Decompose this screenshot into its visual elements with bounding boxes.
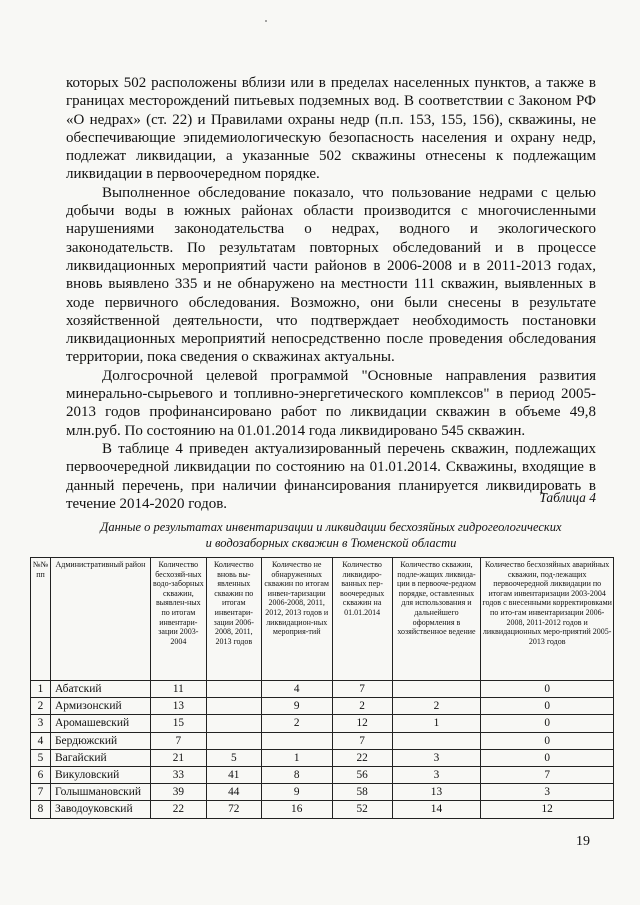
table-cell: 8	[261, 766, 332, 783]
row-number: 2	[31, 698, 51, 715]
table-row	[31, 766, 614, 783]
table-cell: 22	[150, 801, 206, 818]
table-row	[31, 681, 614, 698]
table-cell	[261, 732, 332, 749]
row-number: 5	[31, 749, 51, 766]
table-cell: 7	[150, 732, 206, 749]
table-cell: 3	[392, 766, 481, 783]
table-cell: 9	[261, 698, 332, 715]
table-cell: 3	[392, 749, 481, 766]
table-cell: 7	[332, 681, 392, 698]
row-number: 7	[31, 784, 51, 801]
paragraph: В таблице 4 приведен актуализированный перечень скважин, подлежащих первоочередной ликвидации по состоянию на 01.01.2014. Скважины, входящие в данный перечень, при наличии финансирования планируется ликвидировать в течение 2014-2020 годов.	[66, 440, 596, 512]
table-cell: 14	[392, 801, 481, 818]
table-cell: 39	[150, 784, 206, 801]
table-cell: 13	[392, 784, 481, 801]
row-number: 1	[31, 681, 51, 698]
row-number: 8	[31, 801, 51, 818]
scan-speck	[265, 20, 267, 22]
table-cell: 33	[150, 766, 206, 783]
table-row	[31, 698, 614, 715]
body-text	[66, 74, 596, 513]
table-row	[31, 732, 614, 749]
table-cell: 16	[261, 801, 332, 818]
caption-line: и водозаборных скважин в Тюменской области	[205, 535, 457, 550]
district-name: Голышмановский	[50, 784, 150, 801]
table-cell: 0	[481, 749, 614, 766]
table-row	[31, 784, 614, 801]
district-name: Абатский	[50, 681, 150, 698]
table-cell: 2	[392, 698, 481, 715]
row-number: 4	[31, 732, 51, 749]
table-cell: 72	[206, 801, 261, 818]
table-cell: 0	[481, 681, 614, 698]
district-name: Армизонский	[50, 698, 150, 715]
table-cell: 44	[206, 784, 261, 801]
paragraph: которых 502 расположены вблизи или в пределах населенных пунктов, а также в границах месторождений питьевых подземных вод. В соответствии с Законом РФ «О недрах» (ст. 22) и Правилами охраны недр (п.п. 153, 155, 156), скважины, не обеспечивающие эпидемиологическую безопасность населения и охрану недр, подлежат ликвидации, а указанные 502 скважины отнесены к подлежащим ликвидации в первоочередном порядке.	[66, 75, 596, 183]
table-cell: 7	[481, 766, 614, 783]
paragraph: Выполненное обследование показало, что пользование недрами с целью добычи воды в южных районах области производится с многочисленными нарушениями законодательства о недрах, водного и экологического законодательств. По результатам повторных обследований и в процессе ликвидационных мероприятий части районов в 2006-2008 и в 2011-2013 годах, вновь выявлено 335 и не обнаружено на местности 111 скважин, выявленных в ходе первичного обследования. Возможно, они были снесены в результате хозяйственной деятельности, что подтверждает необходимость постановки ликвидационных мероприятий непосредственно после проведения обследования территории, пока сведения о скважинах актуальны.	[66, 184, 596, 366]
table-cell	[392, 732, 481, 749]
table-cell: 7	[332, 732, 392, 749]
caption-line: Данные о результатах инвентаризации и ликвидации бесхозяйных гидрогеологических	[100, 520, 562, 534]
table-cell: 13	[150, 698, 206, 715]
column-header: Количество не обнаруженных скважин по итогам инвен-таризации 2006-2008, 2011, 2012, 2013 годов и ликвидацион-ных мероприя-тий	[261, 558, 332, 681]
district-name: Вагайский	[50, 749, 150, 766]
table-cell: 41	[206, 766, 261, 783]
table-cell: 0	[481, 698, 614, 715]
table-label: Таблица 4	[539, 490, 596, 505]
table-cell	[206, 681, 261, 698]
page-number: 19	[576, 834, 590, 849]
table-caption	[66, 520, 596, 551]
column-header: Количество скважин, подле-жащих ликвида-ции в первооче-редном порядке, оставленных для использования и дальнейшего оформления в хозяйственное ведение	[392, 558, 481, 681]
table-cell: 21	[150, 749, 206, 766]
table-cell: 3	[481, 784, 614, 801]
column-header: №№ пп	[31, 558, 51, 681]
table-cell: 1	[261, 749, 332, 766]
table-cell: 2	[261, 715, 332, 732]
column-header: Количество бесхозяйных аварийных скважин, под-лежащих первоочередной ликвидации по итогам инвентаризации 2003-2004 годов с внесенными корректировками по ито-гам инвентаризации 2006-2008, 2011-2012 годов и ликвидационных меро-приятий 2005-2013 годов	[481, 558, 614, 681]
table-cell: 11	[150, 681, 206, 698]
table-cell: 52	[332, 801, 392, 818]
column-header: Количество вновь вы-явленных скважин по итогам инвентари-зации 2006-2008, 2011, 2013 годов	[206, 558, 261, 681]
table-header-row	[31, 558, 614, 681]
table-row	[31, 801, 614, 818]
table-cell: 9	[261, 784, 332, 801]
table-cell: 12	[481, 801, 614, 818]
district-name: Викуловский	[50, 766, 150, 783]
district-name: Заводоуковский	[50, 801, 150, 818]
table-cell: 0	[481, 732, 614, 749]
row-number: 3	[31, 715, 51, 732]
district-name: Бердюжский	[50, 732, 150, 749]
table-cell	[206, 715, 261, 732]
table-cell: 58	[332, 784, 392, 801]
table-cell: 22	[332, 749, 392, 766]
table-cell: 56	[332, 766, 392, 783]
row-number: 6	[31, 766, 51, 783]
table-cell: 0	[481, 715, 614, 732]
table-cell: 2	[332, 698, 392, 715]
table-cell: 1	[392, 715, 481, 732]
table-cell: 12	[332, 715, 392, 732]
column-header: Количество бесхозяй-ных водо-заборных скважин, выявлен-ных по итогам инвентари-зации 2003-2004	[150, 558, 206, 681]
table-cell: 5	[206, 749, 261, 766]
district-name: Аромашевский	[50, 715, 150, 732]
column-header: Количество ликвидиро-ванных пер-воочередных скважин на 01.01.2014	[332, 558, 392, 681]
table-cell	[206, 732, 261, 749]
table-cell	[206, 698, 261, 715]
column-header: Административный район	[50, 558, 150, 681]
table-row	[31, 715, 614, 732]
table-cell: 4	[261, 681, 332, 698]
table-cell: 15	[150, 715, 206, 732]
table-cell	[392, 681, 481, 698]
table-row	[31, 749, 614, 766]
paragraph: Долгосрочной целевой программой "Основные направления развития минерально-сырьевого и топливно-энергетического комплексов" в период 2005-2013 годов профинансировано работ по ликвидации скважин в объеме 49,8 млн.руб. По состоянию на 01.01.2014 года ликвидировано 545 скважин.	[66, 367, 596, 439]
wells-table	[30, 557, 614, 819]
